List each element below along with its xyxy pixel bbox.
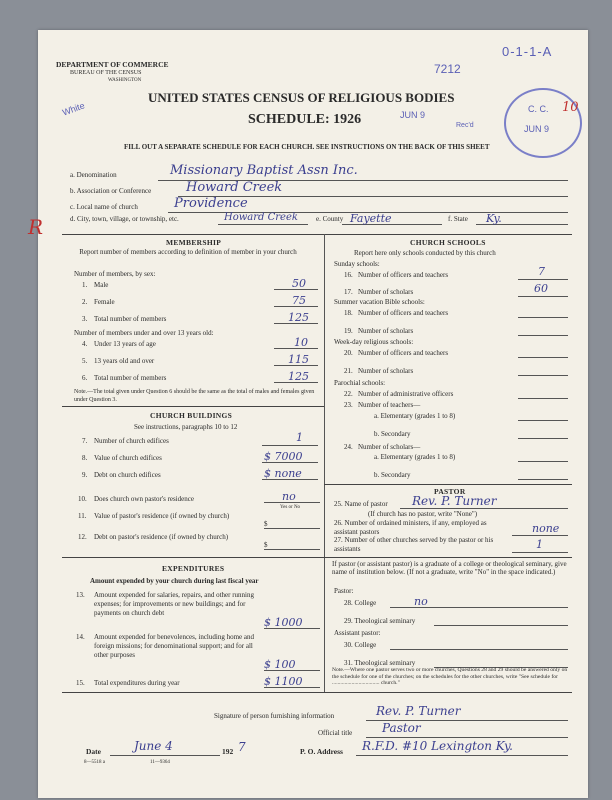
- pastor-name-value: Rev. P. Turner: [412, 494, 497, 508]
- buildings-rule: [62, 406, 324, 407]
- expenditures-rule: [62, 557, 324, 558]
- row10-label: Does church own pastor's residence: [94, 495, 195, 503]
- residence-value-value: $: [264, 520, 268, 528]
- local-name-label: c. Local name of church: [70, 203, 138, 211]
- po-address-label: P. O. Address: [300, 747, 343, 756]
- running-expenses-value: $ 1000: [264, 616, 303, 629]
- total-members-2-value: 125: [288, 370, 309, 383]
- census-schedule-sheet: [28, 30, 588, 798]
- row12-label-text: Debt on pastor's residence (if owned by church): [94, 533, 229, 541]
- vacation-scholars-field[interactable]: [518, 335, 568, 336]
- official-title-label: Official title: [318, 729, 353, 737]
- pastor-college-value: no: [414, 595, 428, 608]
- local-name-value: Providence: [174, 196, 248, 211]
- pastor-residence-value: no: [282, 490, 296, 503]
- scholars-elementary-field[interactable]: [518, 461, 568, 462]
- row9-number: 9.: [82, 471, 88, 479]
- row23-number: 23.: [344, 401, 353, 409]
- residence-value-field[interactable]: [264, 528, 320, 529]
- red-letter-mark: R: [28, 215, 44, 239]
- bureau-city: WASHINGTON: [108, 78, 142, 83]
- membership-intro-text: Report number of members according to definition of member in your church: [79, 248, 297, 256]
- assistant-pastors-label: [334, 519, 506, 537]
- edifice-debt-value: $ none: [264, 467, 302, 480]
- row1-label: Male: [94, 281, 109, 289]
- pastor-heading: PASTOR: [434, 487, 466, 496]
- row17-label: Number of scholars: [358, 288, 414, 296]
- row17-number: 17.: [344, 288, 353, 296]
- pastor-college-label: 28. College: [344, 599, 377, 607]
- row24-label: Number of scholars—: [358, 443, 421, 451]
- code-stamp: 0-1-1-A: [502, 44, 553, 59]
- parochial-heading: Parochial schools:: [334, 379, 386, 387]
- row7-number: 7.: [82, 437, 88, 445]
- row24-number: 24.: [344, 443, 353, 451]
- edifice-value-value: $ 7000: [264, 450, 303, 463]
- assistant-pastors-value: none: [532, 522, 560, 535]
- official-title-value: Pastor: [382, 721, 421, 735]
- form-number: 8—5518 a: [84, 760, 105, 765]
- row3-number: 3.: [82, 315, 88, 323]
- year-value: 7: [238, 740, 246, 754]
- row5-number: 5.: [82, 357, 88, 365]
- row10-number: 10.: [78, 495, 87, 503]
- edifices-field[interactable]: [262, 445, 318, 446]
- other-churches-text: 27. Number of other churches served by the pastor or his assistants: [334, 536, 494, 553]
- row8-number: 8.: [82, 454, 88, 462]
- row11-label: [94, 512, 264, 521]
- row6-label: Total number of members: [94, 374, 167, 382]
- cc-seal: [504, 88, 582, 158]
- row18-label: Number of officers and teachers: [358, 309, 449, 317]
- expenditures-heading: EXPENDITURES: [162, 564, 225, 573]
- row1-number: 1.: [82, 281, 88, 289]
- edifices-value: 1: [296, 431, 303, 444]
- admin-officers-field[interactable]: [518, 398, 568, 399]
- state-value: Ky.: [486, 212, 502, 225]
- row8-label: Value of church edifices: [94, 454, 162, 462]
- pastor-name-field[interactable]: [400, 508, 568, 509]
- vacation-heading: Summer vacation Bible schools:: [334, 298, 425, 306]
- schedule-instruction: FILL OUT A SEPARATE SCHEDULE FOR EACH CHURCH. SEE INSTRUCTIONS ON THE BACK OF THIS SHEET: [124, 143, 490, 151]
- teachers-elementary-field[interactable]: [518, 420, 568, 421]
- pastor-rule: [324, 484, 572, 485]
- row16-label: Number of officers and teachers: [358, 271, 449, 279]
- row2-label: Female: [94, 298, 115, 306]
- state-label: f. State: [448, 215, 468, 223]
- membership-note: [74, 388, 320, 404]
- county-label: e. County: [316, 215, 344, 223]
- schools-heading: CHURCH SCHOOLS: [410, 238, 486, 247]
- date-field[interactable]: [110, 755, 220, 756]
- weekday-teachers-field[interactable]: [518, 357, 568, 358]
- signature-value: Rev. P. Turner: [376, 704, 461, 718]
- other-churches-value: 1: [536, 538, 543, 551]
- assistant-college-field[interactable]: [390, 649, 568, 650]
- row12-label: [94, 533, 264, 542]
- row19-label: Number of scholars: [358, 327, 414, 335]
- row18-number: 18.: [344, 309, 353, 317]
- teachers-secondary-field[interactable]: [518, 438, 568, 439]
- signature-label: Signature of person furnishing information: [214, 712, 335, 720]
- row21-label: Number of scholars: [358, 367, 414, 375]
- pastor-name-hint: (If church has no pastor, write "None"): [368, 510, 478, 518]
- row14-label-text: Amount expended for benevolences, including home and foreign missions; for denominational support; and for all other purposes: [94, 633, 254, 659]
- schools-intro: Report here only schools conducted by this church: [354, 249, 496, 257]
- row4-number: 4.: [82, 340, 88, 348]
- seminary-note-text: If pastor (or assistant pastor) is a graduate of a college or theological seminary, give name of institution below. (If not a graduate, write "No" in the space indicated.): [332, 560, 567, 576]
- row15-label: Total expenditures during year: [94, 679, 180, 687]
- pastor-name-label: 25. Name of pastor: [334, 500, 388, 508]
- table-center-divider: [324, 234, 325, 692]
- row7-label: Number of church edifices: [94, 437, 169, 445]
- city-field[interactable]: [218, 224, 308, 225]
- year-prefix: 192: [222, 747, 234, 756]
- total-expenditures-value: $ 1100: [264, 675, 303, 688]
- date-label: Date: [86, 747, 101, 756]
- row11-number: 11.: [78, 512, 87, 520]
- row12-number: 12.: [78, 533, 87, 541]
- association-value: Howard Creek: [186, 180, 283, 195]
- female-value: 75: [292, 294, 306, 307]
- yes-no-hint: Yes or No: [280, 505, 301, 510]
- other-churches-label: [334, 536, 506, 554]
- row22-number: 22.: [344, 390, 353, 398]
- row24a-label: a. Elementary (grades 1 to 8): [374, 453, 456, 461]
- residence-debt-value: $: [264, 541, 268, 549]
- row9-label: Debt on church edifices: [94, 471, 161, 479]
- membership-intro: [78, 248, 298, 256]
- pastor-seminary-field[interactable]: [434, 625, 568, 626]
- seminary-rule: [324, 557, 572, 558]
- row15-number: 15.: [76, 679, 85, 687]
- row19-number: 19.: [344, 327, 353, 335]
- city-label: d. City, town, village, or township, etc.: [70, 215, 179, 223]
- county-value: Fayette: [350, 212, 392, 225]
- table-top-rule: [62, 234, 572, 235]
- row4-label: Under 13 years of age: [94, 340, 156, 348]
- date-stamp: JUN 9: [400, 110, 426, 120]
- other-churches-field[interactable]: [512, 552, 568, 553]
- form-number-2: 11—9364: [150, 760, 170, 765]
- benevolences-value: $ 100: [264, 658, 296, 671]
- dept-name: DEPARTMENT OF COMMERCE: [56, 60, 169, 69]
- city-value: Howard Creek: [224, 212, 298, 223]
- cc-seal-date: JUN 9: [524, 124, 550, 134]
- residence-debt-field[interactable]: [264, 549, 320, 550]
- row23-label: Number of teachers—: [358, 401, 421, 409]
- sunday-scholars-field[interactable]: [518, 296, 568, 297]
- row3-label: Total number of members: [94, 315, 167, 323]
- number-stamp: 7212: [434, 62, 461, 76]
- assistant-pastors-field[interactable]: [512, 535, 568, 536]
- membership-heading: MEMBERSHIP: [166, 238, 222, 247]
- buildings-intro: See instructions, paragraphs 10 to 12: [134, 423, 238, 431]
- row13-label: [94, 591, 264, 618]
- row22-label: Number of administrative officers: [358, 390, 454, 398]
- row14-number: 14.: [76, 633, 85, 641]
- row13-label-text: Amount expended for salaries, repairs, and other running expenses; for improvements or new buildings; and for payments on church debt: [94, 591, 254, 617]
- assistant-sub-label: Assistant pastor:: [334, 629, 381, 637]
- row11-label-text: Value of pastor's residence (if owned by church): [94, 512, 230, 520]
- row23a-label: a. Elementary (grades 1 to 8): [374, 412, 456, 420]
- table-bottom-rule: [62, 692, 572, 693]
- bureau-name: BUREAU OF THE CENSUS: [70, 70, 142, 76]
- row20-number: 20.: [344, 349, 353, 357]
- expenditures-intro: Amount expended by your church during last fiscal year: [90, 577, 259, 585]
- row14-label: [94, 633, 264, 660]
- official-title-field[interactable]: [366, 737, 568, 738]
- pastor-sub-label: Pastor:: [334, 587, 354, 595]
- buildings-heading: CHURCH BUILDINGS: [150, 411, 233, 420]
- date-value: June 4: [134, 739, 173, 753]
- schedule-year: SCHEDULE: 1926: [248, 112, 362, 127]
- scholars-secondary-field[interactable]: [518, 479, 568, 480]
- sunday-teachers-field[interactable]: [518, 279, 568, 280]
- row6-number: 6.: [82, 374, 88, 382]
- membership-note-text: Note.—The total given under Question 6 should be the same as the total of males and females given under Question 3.: [74, 389, 315, 403]
- row24b-label: b. Secondary: [374, 471, 411, 479]
- under-13-value: 10: [294, 336, 308, 349]
- sunday-heading: Sunday schools:: [334, 260, 380, 268]
- received-stamp: Rec'd: [456, 122, 474, 129]
- assistant-college-label: 30. College: [344, 641, 377, 649]
- form-title: UNITED STATES CENSUS OF RELIGIOUS BODIES: [148, 90, 455, 105]
- po-address-field[interactable]: [356, 755, 568, 756]
- row23b-label: b. Secondary: [374, 430, 411, 438]
- seminary-note: [332, 560, 568, 576]
- row16-number: 16.: [344, 271, 353, 279]
- white-stamp: White: [60, 100, 87, 118]
- pastor-note: [332, 667, 570, 687]
- age-heading: Number of members under and over 13 years old:: [74, 329, 214, 337]
- sunday-teachers-value: 7: [538, 265, 545, 278]
- pastor-note-text: Note.—Where one pastor serves two or more churches, Questions 28 and 29 should be answered only on the schedule for one of the churches; on the schedules for the other churches, write "See schedule for .................................. church.": [332, 667, 568, 687]
- male-value: 50: [292, 277, 306, 290]
- pastor-seminary-label: 29. Theological seminary: [344, 617, 416, 625]
- association-label: b. Association or Conference: [70, 187, 152, 195]
- by-sex-heading: Number of members, by sex:: [74, 270, 156, 278]
- sunday-scholars-value: 60: [534, 282, 548, 295]
- row13-number: 13.: [76, 591, 85, 599]
- row21-number: 21.: [344, 367, 353, 375]
- total-members-value: 125: [288, 311, 309, 324]
- red-number-mark: 10: [562, 100, 579, 115]
- denomination-label: a. Denomination: [70, 171, 117, 179]
- cc-seal-label: C. C.: [528, 104, 549, 114]
- weekday-heading: Week-day religious schools:: [334, 338, 414, 346]
- denomination-value: Missionary Baptist Assn Inc.: [170, 163, 358, 178]
- assistant-seminary-label: 31. Theological seminary: [344, 659, 416, 667]
- over-13-value: 115: [288, 353, 309, 366]
- row20-label: Number of officers and teachers: [358, 349, 449, 357]
- po-address-value: R.F.D. #10 Lexington Ky.: [362, 739, 513, 753]
- row5-label: 13 years old and over: [94, 357, 155, 365]
- vacation-teachers-field[interactable]: [518, 317, 568, 318]
- assistant-pastors-text: 26. Number of ordained ministers, if any, employed as assistant pastors: [334, 519, 487, 536]
- weekday-scholars-field[interactable]: [518, 375, 568, 376]
- row2-number: 2.: [82, 298, 88, 306]
